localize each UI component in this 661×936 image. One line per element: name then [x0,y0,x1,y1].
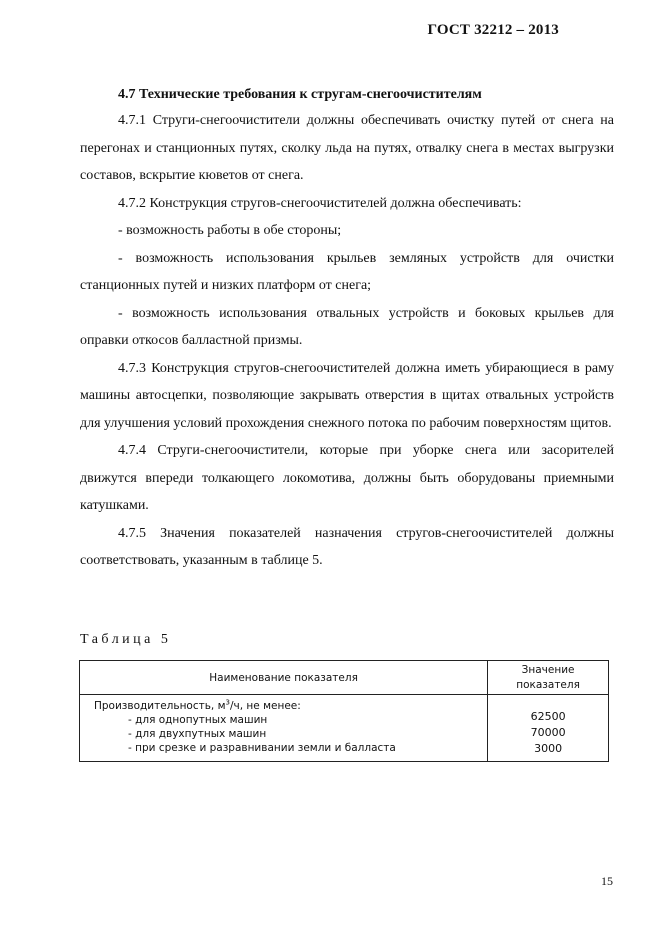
column-header-value [488,661,609,695]
list-item-both-directions: - возможность работы в обе стороны; [118,223,342,238]
table-row [80,695,609,762]
list-item-dump-devices: - возможность использования отвальных устройств и боковых крыльев для оправки откосов балластной призмы. [80,305,614,348]
column-header-value-line2: показателя [516,678,580,691]
row-name-double-track: - для двухпутных машин [128,728,267,740]
paragraph-4-7-2: 4.7.2 Конструкция стругов-снегоочистителей должна обеспечивать: [118,195,522,211]
paragraph-4-7-3: 4.7.3 Конструкция стругов-снегоочистителей должна иметь убирающиеся в раму машины автосцепки, позволяющие закрывать отверстия в щитах отвальных устройств для улучшения условий прохождения снежного потока по рабочим поверхностям щитов. [80,360,614,431]
paragraph-4-7-5: 4.7.5 Значения показателей назначения стругов-снегоочистителей должны соответствовать, указанным в таблице 5. [80,525,614,568]
row-name-single-track: - для однопутных машин [128,714,268,726]
table-caption: Таблица 5 [80,632,172,647]
document-code: ГОСТ 32212 – 2013 [427,22,559,38]
row-value-double-track: 70000 [530,726,566,739]
list-item-wings-usage: - возможность использования крыльев земляных устройств для очистки станционных путей и низких платформ от снега; [80,250,614,293]
section-body [80,82,614,575]
row-value-grading: 3000 [534,742,563,755]
row-value-single-track: 62500 [530,710,566,723]
indicator-names-cell [80,695,488,762]
column-header-value-line1: Значение [521,663,575,676]
paragraph-4-7-1: 4.7.1 Струги-снегоочистители должны обеспечивать очистку путей от снега на перегонах и станционных путях, сколку льда на путях, отвалку снега в местах выгрузки составов, вскрытие кюветов от снега. [80,113,614,183]
column-header-name: Наименование показателя [80,661,488,695]
specification-table [79,660,609,762]
page-number: 15 [601,874,613,888]
group-label: Производительность, $м^3/ч$, не менее: [94,698,301,712]
table-header-row [80,661,609,695]
paragraph-4-7-4: 4.7.4 Струги-снегоочистители, которые при уборке снега или засорителей движутся впереди толкающего локомотива, должны быть оборудованы приемными катушками. [80,443,614,513]
section-heading: 4.7 Технические требования к стругам-снегоочистителям [118,87,482,102]
indicator-values-cell [488,695,609,762]
row-name-grading: - при срезке и разравнивании земли и балласта [128,742,396,754]
